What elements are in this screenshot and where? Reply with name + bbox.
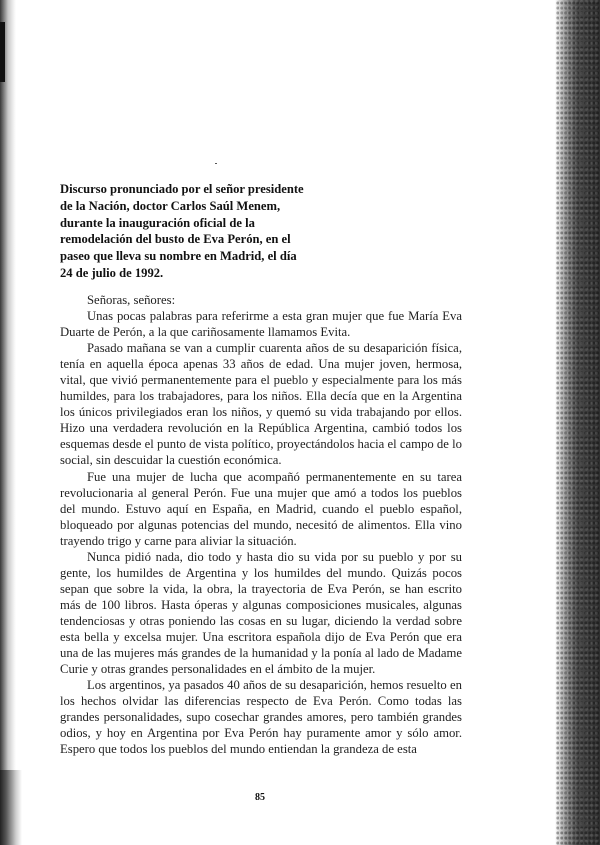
paragraph-salutation: Señoras, señores:: [87, 293, 176, 307]
scan-speck: [215, 163, 217, 164]
speech-title: Discurso pronunciado por el señor presidente de la Nación, doctor Carlos Saúl Menem, durante la inauguración oficial de la remodelación del busto de Eva Perón, en el paseo que lleva su nombre en Madrid, el día 24 de julio de 1992.: [60, 182, 304, 280]
paragraph: Pasado mañana se van a cumplir cuarenta años de su desaparición física, tenía en aquella época apenas 33 años de edad. Una mujer joven, hermosa, vital, que vivió permanentemente para el pueblo y especialmente para los más humildes, para los trabajadores, para los niños. Ella decía que en la Argentina los únicos privilegiados eran los niños, y quemó su vida trabajando por ellos. Hizo una verdadera revolución en la República Argentina, cambió todos los esquemas desde el punto de vista político, proyectándolos hacia el campo de lo social, sin descuidar la cuestión económica.: [60, 341, 462, 468]
speech-body: [60, 292, 462, 757]
paragraph: Fue una mujer de lucha que acompañó permanentemente en su tarea revolucionaria al general Perón. Fue una mujer que amó a todos los pueblos del mundo. Estuvo aquí en España, en Madrid, cuando el pueblo español, bloqueado por algunas potencias del mundo, necesitó de alimentos. Ella vino trayendo trigo y carne para aliviar la situación.: [60, 469, 462, 548]
paragraph: Unas pocas palabras para referirme a esta gran mujer que fue María Eva Duarte de Perón, a la que cariñosamente llamamos Evita.: [60, 309, 462, 340]
paragraph: Nunca pidió nada, dio todo y hasta dio su vida por su pueblo y por su gente, los humildes de Argentina y los humildes del mundo. Quizás pocos sepan que sobre la vida, la obra, la trayectoria de Eva Perón, se han escrito más de 100 libros. Hasta óperas y algunas composiciones musicales, algunas tendenciosas y otras poniendo las cosas en su lugar, diciendo la verdad sobre esta bella y excelsa mujer. Una escritora española dijo de Eva Perón que era una de las mujeres más grandes de la humanidad y la ponía al lado de Madame Curie y otras grandes personalidades en el ámbito de la mujer.: [60, 549, 462, 677]
scan-edge-left-bottom: [0, 770, 22, 845]
paragraph: Los argentinos, ya pasados 40 años de su desaparición, hemos resuelto en los hechos olvidar las diferencias respecto de Eva Perón. Como todas las grandes personalidades, supo cosechar grandes amores, pero también grandes odios, y hoy en Argentina por Eva Perón hay puramente amor y sólo amor. Espero que todos los pueblos del mundo entiendan la grandeza de esta: [60, 678, 462, 757]
scan-edge-mark: [0, 22, 5, 82]
page-number: 85: [255, 792, 265, 803]
scan-edge-right: [555, 0, 600, 845]
scan-edge-left: [0, 0, 16, 845]
